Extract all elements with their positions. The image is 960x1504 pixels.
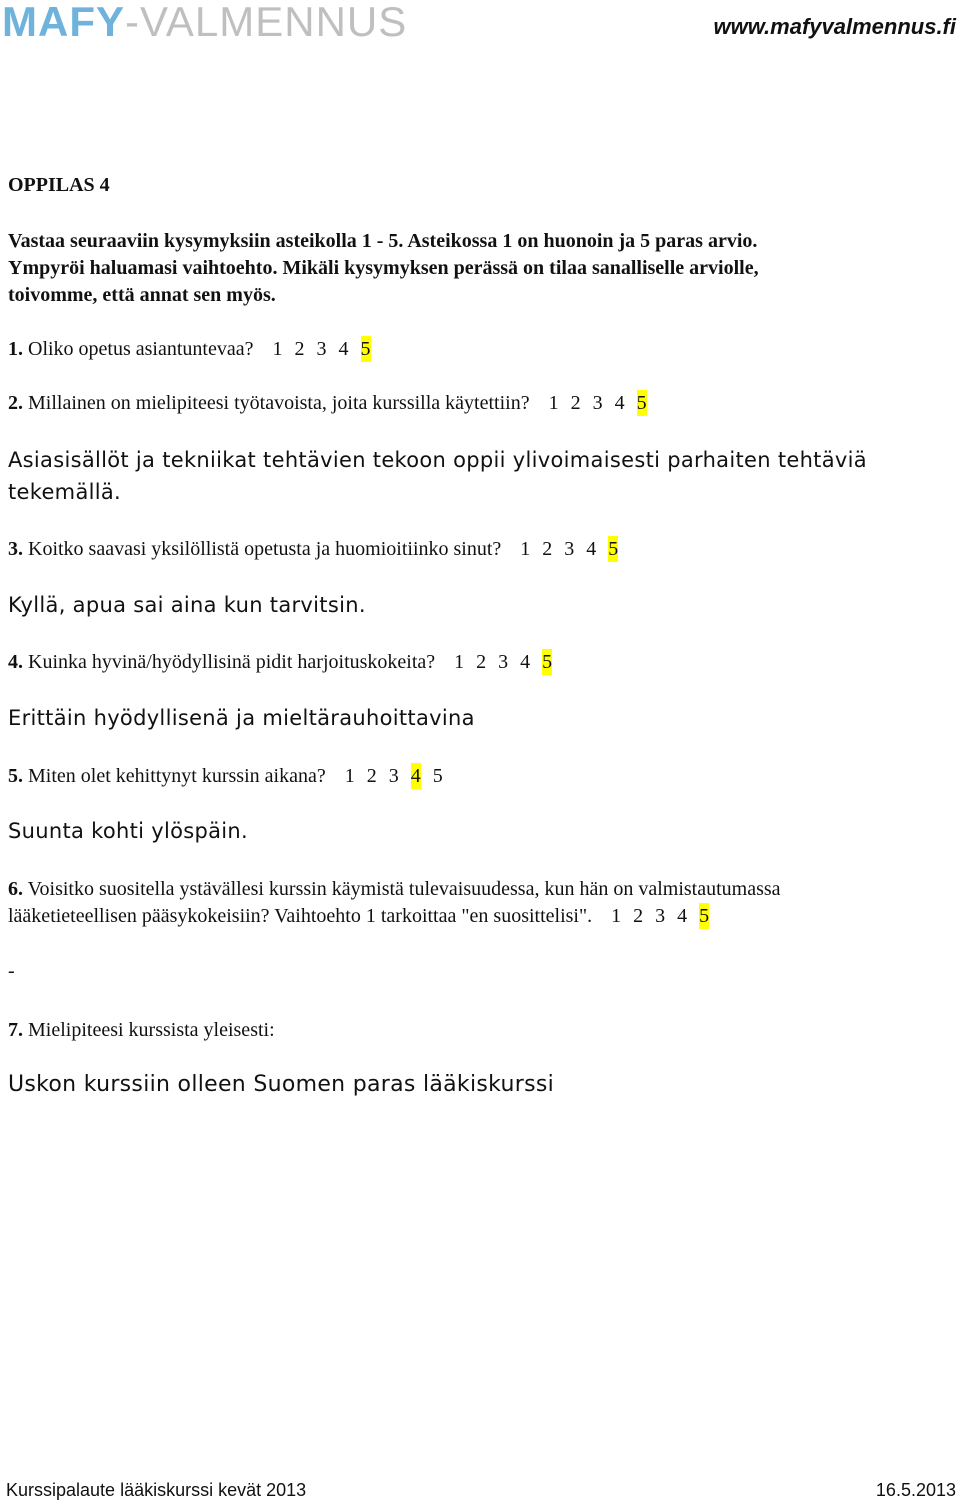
- site-url[interactable]: www.mafyvalmennus.fi: [713, 14, 956, 39]
- logo-separator: -: [125, 0, 140, 45]
- intro-line-3: toivomme, että annat sen myös.: [8, 284, 276, 306]
- rating-option-5-selected[interactable]: 5: [699, 905, 710, 927]
- rating-option-4[interactable]: 4: [677, 905, 688, 927]
- logo-brand: MAFY: [2, 0, 125, 45]
- rating-option-1[interactable]: 1: [344, 765, 355, 787]
- question-2: [8, 390, 647, 416]
- rating-option-3[interactable]: 3: [316, 338, 327, 360]
- rating-option-2[interactable]: 2: [366, 765, 377, 787]
- question-4: [8, 649, 552, 675]
- rating-option-3[interactable]: 3: [564, 538, 575, 560]
- rating-option-2[interactable]: 2: [542, 538, 553, 560]
- rating-option-1[interactable]: 1: [454, 651, 465, 673]
- footer-left: Kurssipalaute lääkiskurssi kevät 2013: [6, 1480, 307, 1500]
- footer-date: 16.5.2013: [875, 1480, 956, 1500]
- rating-scale: [259, 338, 371, 360]
- question-number: 4.: [8, 651, 23, 673]
- rating-option-5[interactable]: 5: [432, 765, 443, 787]
- question-text: Miten olet kehittynyt kurssin aikana?: [28, 765, 326, 787]
- answer-4: Erittäin hyödyllisenä ja mieltärauhoittavina: [8, 706, 475, 730]
- rating-option-4[interactable]: 4: [338, 338, 349, 360]
- question-5: [8, 763, 443, 789]
- question-7: [8, 1017, 275, 1043]
- rating-option-4-selected[interactable]: 4: [410, 765, 421, 787]
- answer-7: Uskon kurssiin olleen Suomen paras lääkiskurssi: [8, 1072, 555, 1097]
- rating-scale: [535, 392, 647, 414]
- question-number: 3.: [8, 538, 23, 560]
- question-text: Kuinka hyvinä/hyödyllisinä pidit harjoituskokeita?: [28, 651, 436, 673]
- mafy-valmennus-logo: [2, 0, 407, 48]
- answer-3: Kyllä, apua sai aina kun tarvitsin.: [8, 593, 366, 617]
- rating-option-5-selected[interactable]: 5: [636, 392, 647, 414]
- intro-line-2: Ympyröi haluamasi vaihtoehto. Mikäli kysymyksen perässä on tilaa sanalliselle arviolle,: [8, 257, 759, 279]
- question-text: Mielipiteesi kurssista yleisesti:: [28, 1019, 275, 1041]
- rating-scale: [440, 651, 552, 673]
- question-number: 6.: [8, 878, 23, 900]
- rating-option-3[interactable]: 3: [388, 765, 399, 787]
- rating-option-1[interactable]: 1: [611, 905, 622, 927]
- question-number: 1.: [8, 338, 23, 360]
- question-number: 2.: [8, 392, 23, 414]
- rating-scale: [597, 905, 709, 927]
- question-text: Voisitko suositella ystävällesi kurssin käymistä tulevaisuudessa, kun hän on valmistautumassa: [27, 878, 781, 900]
- question-text: Oliko opetus asiantuntevaa?: [28, 338, 254, 360]
- question-number: 5.: [8, 765, 23, 787]
- question-text: Millainen on mielipiteesi työtavoista, joita kurssilla käytettiin?: [28, 392, 530, 414]
- rating-option-3[interactable]: 3: [498, 651, 509, 673]
- question-6-line-2: [8, 903, 709, 929]
- rating-option-4[interactable]: 4: [586, 538, 597, 560]
- answer-6: -: [8, 960, 15, 982]
- rating-option-2[interactable]: 2: [633, 905, 644, 927]
- logo-subtitle: VALMENNUS: [140, 0, 408, 45]
- question-6-line-1: [8, 876, 781, 902]
- page-title: OPPILAS 4: [8, 174, 110, 196]
- rating-option-1[interactable]: 1: [272, 338, 283, 360]
- rating-option-2[interactable]: 2: [476, 651, 487, 673]
- answer-5: Suunta kohti ylöspäin.: [8, 819, 249, 843]
- question-text: Koitko saavasi yksilöllistä opetusta ja huomioitiinko sinut?: [28, 538, 502, 560]
- question-3: [8, 536, 618, 562]
- question-text: lääketieteellisen pääsykokeisiin? Vaihtoehto 1 tarkoittaa "en suosittelisi".: [8, 905, 593, 927]
- question-1: [8, 336, 371, 362]
- rating-option-3[interactable]: 3: [655, 905, 666, 927]
- rating-option-4[interactable]: 4: [614, 392, 625, 414]
- rating-option-3[interactable]: 3: [592, 392, 603, 414]
- rating-option-4[interactable]: 4: [520, 651, 531, 673]
- answer-2-line-2: tekemällä.: [8, 480, 122, 504]
- rating-option-1[interactable]: 1: [520, 538, 531, 560]
- intro-line-1: Vastaa seuraaviin kysymyksiin asteikolla 1 - 5. Asteikossa 1 on huonoin ja 5 paras arvio.: [8, 230, 758, 252]
- rating-option-1[interactable]: 1: [548, 392, 559, 414]
- rating-scale: [506, 538, 618, 560]
- rating-option-5-selected[interactable]: 5: [608, 538, 619, 560]
- rating-option-2[interactable]: 2: [294, 338, 305, 360]
- answer-2-line-1: Asiasisällöt ja tekniikat tehtävien tekoon oppii ylivoimaisesti parhaiten tehtäviä: [8, 448, 867, 472]
- rating-option-5-selected[interactable]: 5: [360, 338, 371, 360]
- question-number: 7.: [8, 1019, 23, 1041]
- rating-option-5-selected[interactable]: 5: [542, 651, 553, 673]
- rating-scale: [331, 765, 443, 787]
- rating-option-2[interactable]: 2: [570, 392, 581, 414]
